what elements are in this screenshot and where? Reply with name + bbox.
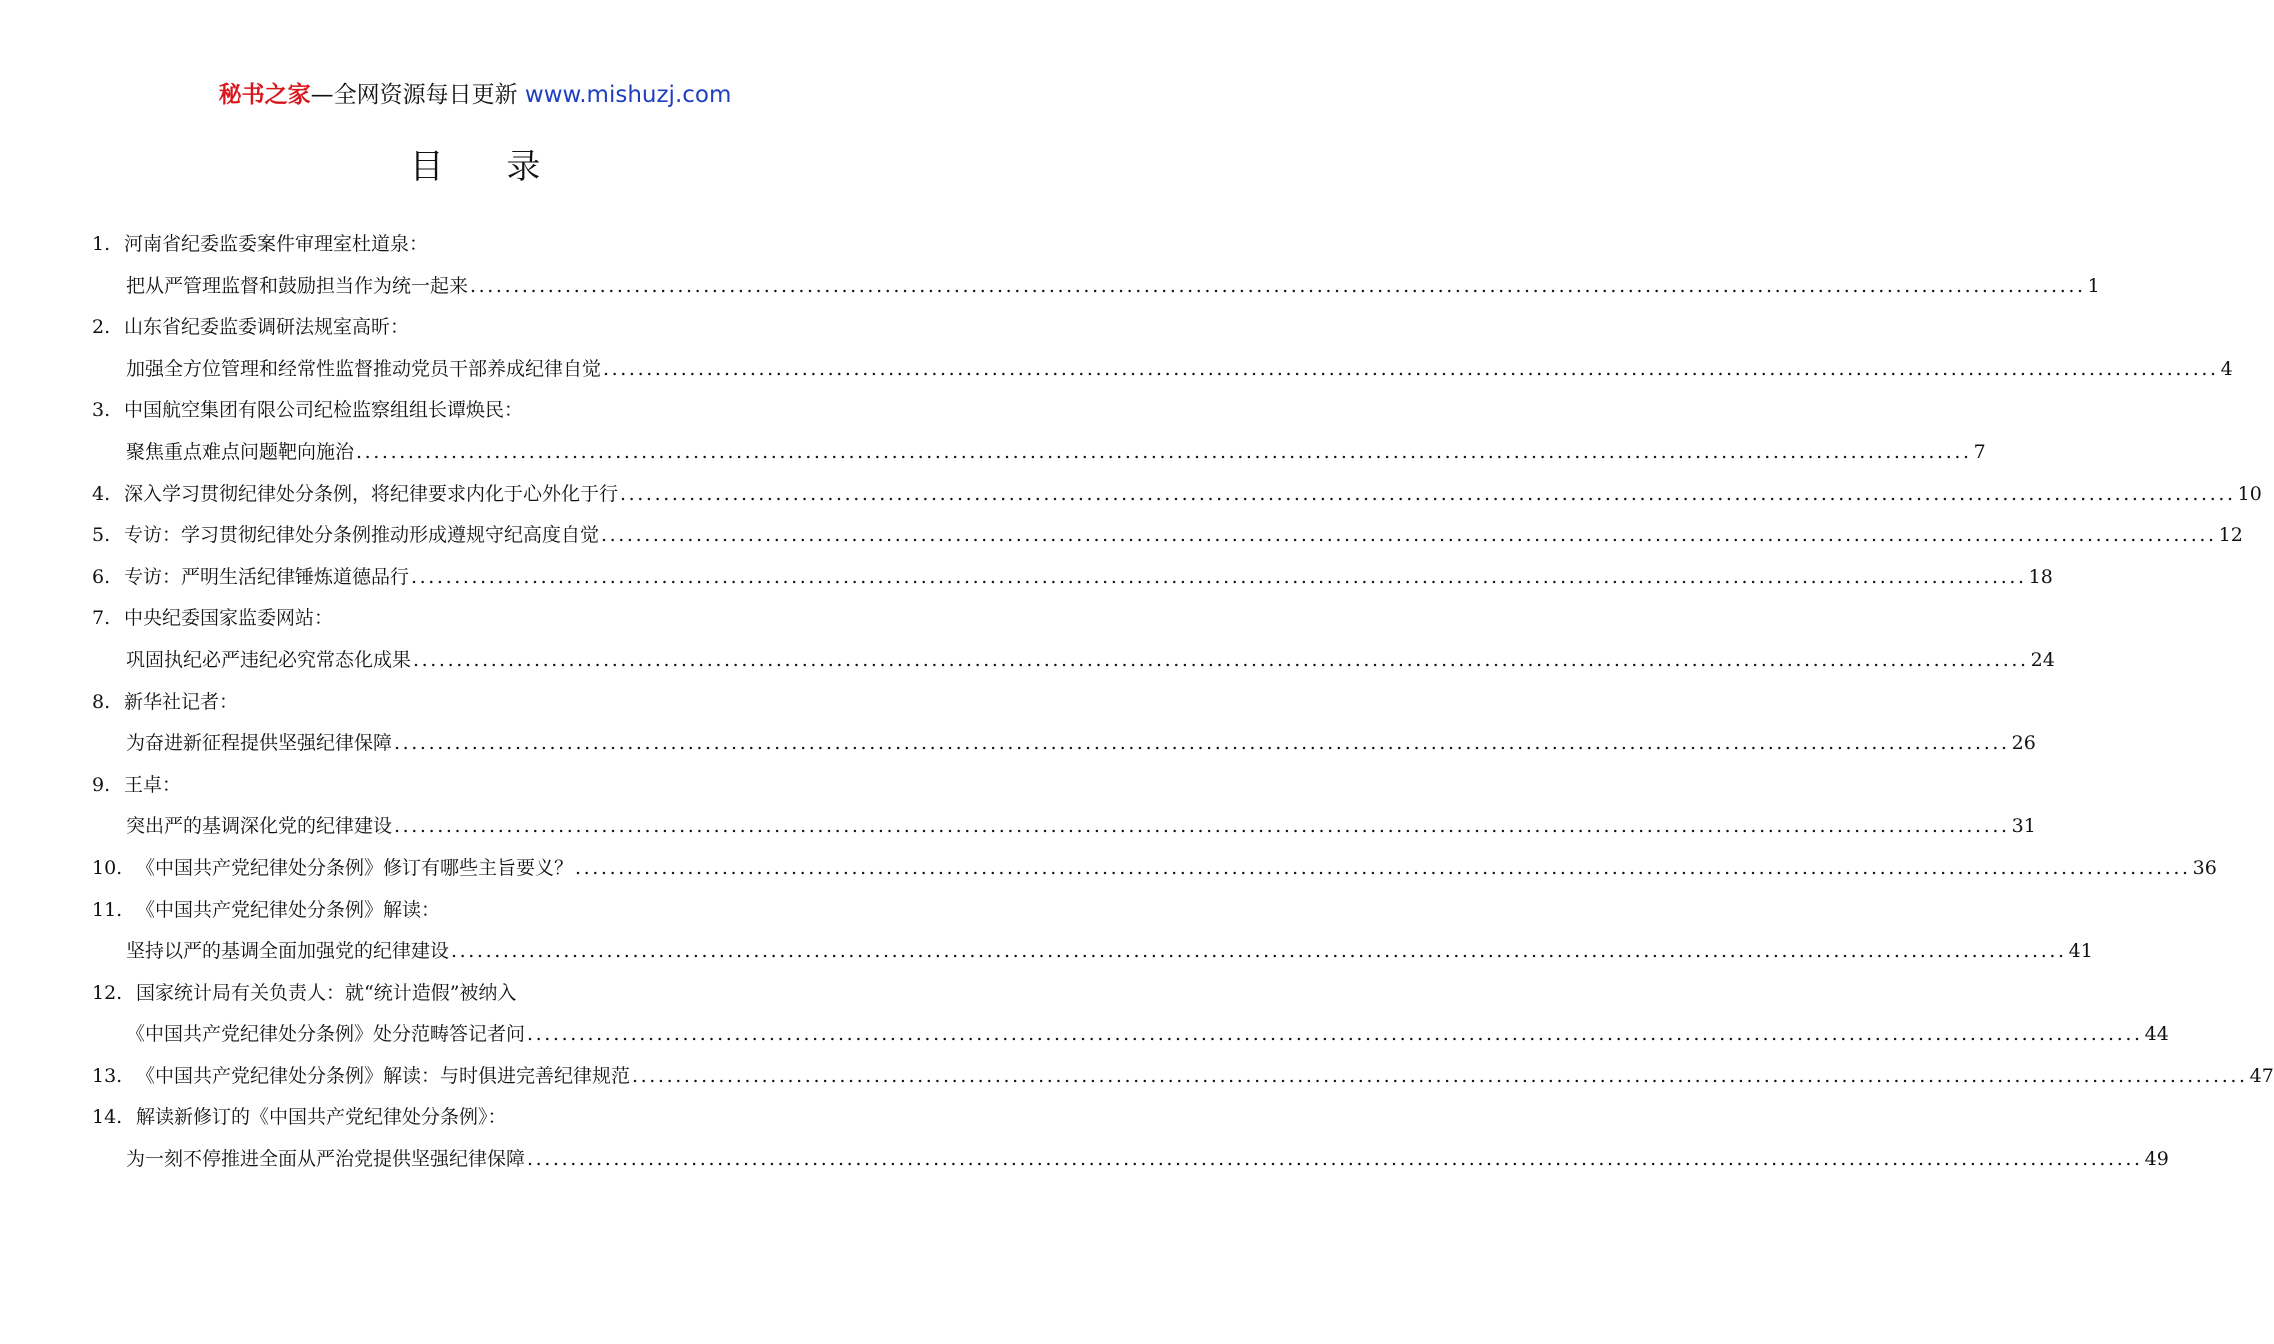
toc-leader-dots: ........................................................................................................................................................................................... [411, 565, 2027, 588]
toc-entry[interactable] [92, 682, 862, 724]
toc-leader-dots: ........................................................................................................................................................................................... [413, 648, 2029, 671]
toc-entry-title: 加强全方位管理和经常性监督推动党员干部养成纪律自觉 [126, 357, 602, 380]
toc-leader-dots: ........................................................................................................................................................................................... [356, 440, 1972, 463]
toc-entry[interactable] [92, 224, 862, 266]
toc-leader [394, 723, 2036, 765]
toc-leader [451, 931, 2093, 973]
toc-page-number: 36 [2192, 856, 2217, 879]
toc-entry-title: 《中国共产党纪律处分条例》处分范畴答记者问 [126, 1023, 526, 1046]
toc-entry[interactable] [92, 1097, 862, 1139]
toc-page-number: 41 [2068, 940, 2093, 963]
toc-page-number: 10 [2237, 482, 2262, 505]
toc-entry-title: 《中国共产党纪律处分条例》解读： [136, 898, 441, 921]
toc-entry-title: 专访：严明生活纪律锤炼道德品行 [124, 565, 410, 588]
toc-leader-dots: ........................................................................................................................................................................................... [470, 274, 2086, 297]
toc-page-number: 7 [1973, 440, 1986, 463]
toc-entry[interactable] [92, 515, 2243, 557]
toc-entry-number: 5. [92, 524, 111, 547]
site-banner [0, 80, 950, 110]
toc-entry-title: 《中国共产党纪律处分条例》解读：与时俱进完善纪律规范 [136, 1064, 631, 1087]
toc-page-number: 31 [2011, 815, 2036, 838]
toc-entry-number: 12. [92, 981, 123, 1004]
toc-leader-dots: ........................................................................................................................................................................................... [394, 815, 2010, 838]
toc-entry-continuation[interactable] [92, 931, 2093, 973]
toc-entry-title: 聚焦重点难点问题靶向施治 [126, 440, 355, 463]
toc-entry-title: 《中国共产党纪律处分条例》修订有哪些主旨要义？ [136, 856, 574, 879]
toc-page-number: 4 [2220, 357, 2233, 380]
toc-entry[interactable] [92, 390, 862, 432]
toc-leader-dots: ........................................................................................................................................................................................... [603, 357, 2219, 380]
toc-page-number: 47 [2249, 1064, 2274, 1087]
toc-entry-number: 14. [92, 1106, 123, 1129]
toc-page-number: 26 [2011, 732, 2036, 755]
toc-entry-title: 国家统计局有关负责人：就“统计造假”被纳入 [136, 981, 517, 1004]
toc-leader [527, 1014, 2169, 1056]
toc-leader [527, 1139, 2169, 1181]
toc-entry-continuation[interactable] [92, 723, 2036, 765]
toc-entry-number: 8. [92, 690, 111, 713]
toc-entry-continuation[interactable] [92, 432, 1986, 474]
toc-entry-title: 坚持以严的基调全面加强党的纪律建设 [126, 940, 450, 963]
banner-tagline: —全网资源每日更新 [310, 82, 525, 108]
toc-entry-title: 巩固执纪必严违纪必究常态化成果 [126, 648, 412, 671]
toc-entry[interactable] [92, 765, 862, 807]
toc-page-number: 12 [2218, 524, 2243, 547]
toc-leader-dots: ........................................................................................................................................................................................... [620, 482, 2236, 505]
toc-entry-title: 中国航空集团有限公司纪检监察组组长谭焕民： [124, 399, 524, 422]
toc-entry-title: 突出严的基调深化党的纪律建设 [126, 815, 393, 838]
toc-leader [632, 1056, 2274, 1098]
toc-entry-title: 中央纪委国家监委网站： [124, 607, 334, 630]
toc-leader-dots: ........................................................................................................................................................................................... [451, 940, 2067, 963]
toc-leader [620, 474, 2262, 516]
toc-entry[interactable] [92, 557, 2053, 599]
toc-entry-continuation[interactable] [92, 349, 2233, 391]
toc-entry-title: 把从严管理监督和鼓励担当作为统一起来 [126, 274, 469, 297]
toc-entry-number: 13. [92, 1064, 123, 1087]
toc-entry-title: 为奋进新征程提供坚强纪律保障 [126, 732, 393, 755]
toc-page-number: 1 [2087, 274, 2100, 297]
toc-leader [470, 266, 2100, 308]
toc-entry-continuation[interactable] [92, 806, 2036, 848]
toc-leader [411, 557, 2053, 599]
toc-entry-title: 为一刻不停推进全面从严治党提供坚强纪律保障 [126, 1148, 526, 1171]
toc-entry-number: 7. [92, 607, 111, 630]
toc-entry[interactable] [92, 307, 862, 349]
toc-leader [601, 515, 2243, 557]
toc-entry-number: 4. [92, 482, 111, 505]
toc-entry[interactable] [92, 848, 2217, 890]
toc-entry-title: 河南省纪委监委案件审理室杜道泉： [124, 233, 429, 255]
toc-leader-dots: ........................................................................................................................................................................................... [394, 732, 2010, 755]
toc-page-number: 18 [2028, 565, 2053, 588]
toc-entry-continuation[interactable] [92, 1139, 2169, 1181]
banner-brand: 秘书之家 [218, 82, 311, 108]
toc-entry[interactable] [92, 1056, 2274, 1098]
toc-entry-continuation[interactable] [92, 640, 2055, 682]
toc-entry-continuation[interactable] [92, 266, 2100, 308]
toc-entry[interactable] [92, 598, 862, 640]
toc-entry-title: 专访：学习贯彻纪律处分条例推动形成遵规守纪高度自觉 [124, 524, 600, 547]
toc-entry-number: 11. [92, 898, 123, 921]
toc-entry-number: 10. [92, 856, 123, 879]
toc-leader-dots: ........................................................................................................................................................................................... [527, 1023, 2143, 1046]
toc-entry-title: 解读新修订的《中国共产党纪律处分条例》： [136, 1106, 507, 1129]
toc-entry-title: 山东省纪委监委调研法规室高昕： [124, 316, 410, 339]
toc-entry-number: 3. [92, 399, 111, 422]
toc-leader-dots: ........................................................................................................................................................................................... [632, 1064, 2248, 1087]
toc-entry-number: 1. [92, 233, 111, 255]
toc-entry-continuation[interactable] [92, 1014, 2169, 1056]
banner-url[interactable]: www.mishuzj.com [524, 82, 732, 108]
toc-leader [413, 640, 2055, 682]
toc-entry-title: 深入学习贯彻纪律处分条例，将纪律要求内化于心外化于行 [124, 482, 619, 505]
toc-entry-number: 2. [92, 316, 111, 339]
toc-page-number: 44 [2144, 1023, 2169, 1046]
page-title: 目 录 [409, 147, 567, 187]
toc-entry[interactable] [92, 890, 862, 932]
toc-entry-title: 王卓： [124, 773, 182, 796]
toc-page-number: 24 [2030, 648, 2055, 671]
toc-leader [356, 432, 1986, 474]
toc-page-number: 49 [2144, 1148, 2169, 1171]
toc-entry-title: 新华社记者： [124, 690, 239, 713]
toc-leader [603, 349, 2233, 391]
toc-leader-dots: ........................................................................................................................................................................................... [601, 524, 2217, 547]
toc-leader [394, 806, 2036, 848]
toc-entry-number: 9. [92, 773, 111, 796]
toc-leader-dots: ........................................................................................................................................................................................... [575, 856, 2191, 879]
toc-entry[interactable] [92, 474, 2262, 516]
toc-entry[interactable] [92, 973, 862, 1015]
toc-leader-dots: ........................................................................................................................................................................................... [527, 1148, 2143, 1171]
toc-entry-number: 6. [92, 565, 111, 588]
toc-leader [575, 848, 2217, 890]
table-of-contents [92, 224, 2274, 1181]
